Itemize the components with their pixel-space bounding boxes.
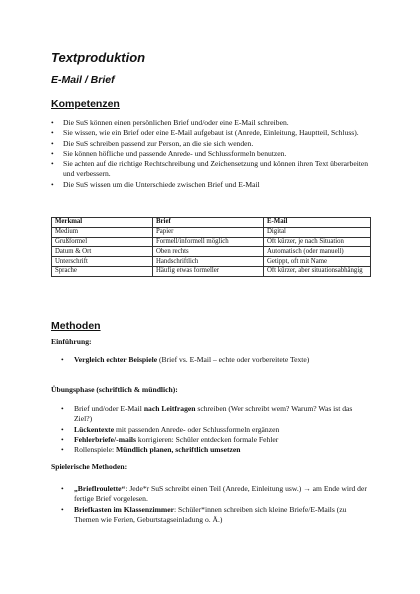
table-cell: Unterschrift — [52, 257, 153, 267]
item-text: schreiben (Wer schreibt wem? Warum? Was ist das Ziel?) — [74, 404, 353, 424]
list-item: • Sie können höfliche und passende Anrede- und Schlussformeln benutzen. — [51, 149, 371, 159]
table-cell: Oft kürzer, aber situationsabhängig — [264, 266, 371, 276]
item-bold: Lückentexte — [74, 424, 115, 434]
table-cell: Automatisch (oder manuell) — [264, 247, 371, 257]
table-cell: Medium — [52, 227, 153, 237]
spielerisch-list — [61, 484, 371, 525]
table-cell: Handschriftlich — [153, 257, 264, 267]
item-bold: Vergleich echter Beispiele — [74, 355, 158, 364]
table-header-cell: Brief — [153, 218, 264, 228]
table-row — [52, 237, 371, 247]
list-item — [61, 425, 371, 435]
einfuehrung-heading: Einführung: — [51, 337, 92, 346]
item-text: : Schüler*innen schreiben sich kleine Briefe/E-Mails (zu Themen wie Ferien, Geburtstagseinladung o. Ä.) — [74, 504, 347, 524]
kompetenzen-list — [51, 118, 371, 190]
table-cell: Formell/informell möglich — [153, 237, 264, 247]
item-bold: nach Leitfragen — [143, 404, 196, 413]
list-item — [61, 404, 371, 425]
list-item — [61, 355, 371, 365]
table-cell: Digital — [264, 227, 371, 237]
list-item — [61, 484, 371, 505]
table-cell: Grußformel — [52, 237, 153, 247]
table-cell: Oben rechts — [153, 247, 264, 257]
item-text: (Brief vs. E-Mail – echte oder vorbereitete Texte) — [157, 355, 310, 364]
item-text: Rollenspiele: — [74, 445, 116, 455]
einfuehrung-list — [61, 355, 371, 365]
table-cell: Häufig etwas formeller — [153, 266, 264, 276]
table-header-row — [52, 218, 371, 228]
kompetenzen-heading: Kompetenzen — [51, 98, 120, 110]
item-bold: Mündlich planen, schriftlich umsetzen — [115, 445, 241, 455]
comparison-table — [51, 217, 371, 277]
table-cell: Getippt, oft mit Name — [264, 257, 371, 267]
item-text: korrigieren: Schüler entdecken formale Fehler — [136, 434, 279, 444]
item-bold: „Brieflroulette“ — [74, 484, 126, 493]
table-row — [52, 227, 371, 237]
methoden-heading: Methoden — [51, 320, 101, 332]
spielerisch-heading: Spielerische Methoden: — [51, 462, 128, 471]
table-cell: Datum & Ort — [52, 247, 153, 257]
table-row — [52, 266, 371, 276]
list-item: • Die SuS wissen um die Unterschiede zwischen Brief und E-Mail — [51, 180, 371, 190]
list-item — [61, 435, 371, 445]
item-bold: Briefkasten im Klassenzimmer — [74, 504, 174, 514]
item-bold: Fehlerbriefe/-mails — [74, 434, 136, 444]
list-item: • Die SuS können einen persönlichen Brief und/oder eine E-Mail schreiben. — [51, 118, 371, 128]
table-row — [52, 257, 371, 267]
uebungsphase-heading: Übungsphase (schriftlich & mündlich): — [51, 385, 178, 394]
table-header-cell: Merkmal — [52, 218, 153, 228]
list-item: • Die SuS schreiben passend zur Person, an die sie sich wenden. — [51, 139, 371, 149]
table-cell: Papier — [153, 227, 264, 237]
list-item: • Sie achten auf die richtige Rechtschreibung und Zeichensetzung und können ihren Text überarbeiten und verbessern. — [51, 159, 371, 180]
item-text: : Jede*r SuS schreibt einen Teil (Anrede, Einleitung usw.) → am Ende wird der fertige Brief vorgelesen. — [74, 484, 367, 504]
page-subtitle: E-Mail / Brief — [51, 74, 115, 86]
table-row — [52, 247, 371, 257]
page-title: Textproduktion — [51, 50, 146, 65]
table-cell: Sprache — [52, 266, 153, 276]
list-item — [61, 505, 371, 526]
item-text: mit passenden Anrede- oder Schlussformeln ergänzen — [114, 424, 280, 434]
list-item — [61, 445, 371, 455]
table-cell: Oft kürzer, je nach Situation — [264, 237, 371, 247]
list-item: • Sie wissen, wie ein Brief oder eine E-Mail aufgebaut ist (Anrede, Einleitung, Hauptteil, Schluss). — [51, 128, 371, 138]
uebungsphase-list — [61, 404, 371, 455]
table-header-cell: E-Mail — [264, 218, 371, 228]
item-text: Brief und/oder E-Mail — [74, 404, 144, 413]
